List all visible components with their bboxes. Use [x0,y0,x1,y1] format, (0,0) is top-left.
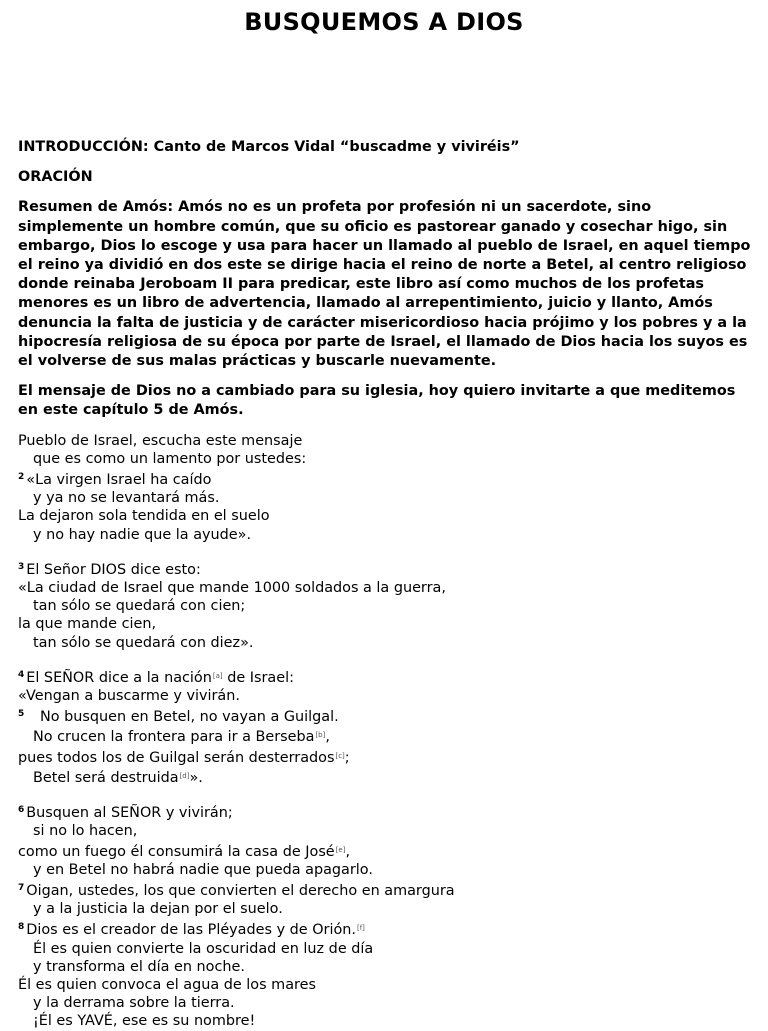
verse-line: «La ciudad de Israel que mande 1000 soldados a la guerra, [18,580,446,597]
verse-line [18,558,758,579]
verse-text: No busquen en Betel, no vayan a Guilgal. [26,709,339,726]
verse-text: , [325,729,330,746]
verse-line: ¡Él es YAVÉ, ese es su nombre! [33,1013,256,1030]
verse-line: que es como un lamento por ustedes: [33,450,307,467]
verse-text: Dios es el creador de las Pléyades y de Orión. [26,922,356,939]
verse-line: si no lo hacen, [33,823,138,840]
verse-text: ». [189,769,203,786]
verse-text: «La virgen Israel ha caído [26,472,212,489]
verse-line: y la derrama sobre la tierra. [33,995,235,1012]
footnote-link[interactable]: [e] [335,845,346,854]
verse-text: El Señor DIOS dice esto: [26,561,201,578]
verse-line [18,726,758,746]
verse-line [18,879,758,900]
mensaje-paragraph: El mensaje de Dios no a cambiado para su iglesia, hoy quiero invitarte a que meditemos en este capítulo 5 de Amós. [18,383,736,419]
verse-number: 8 [18,922,25,933]
verse-number: 4 [18,669,25,680]
verse-number: 7 [18,882,25,893]
verse-line [18,747,758,767]
verse-block-3 [18,666,758,787]
verse-number: 3 [18,561,25,572]
intro-paragraph: INTRODUCCIÓN: Canto de Marcos Vidal “buscadme y viviréis” [18,139,520,155]
verse-line: tan sólo se quedará con diez». [33,634,254,651]
verse-line [18,705,758,726]
verse-text: Busquen al SEÑOR y vivirán; [26,805,233,822]
verse-line [18,841,758,861]
oracion-heading: ORACIÓN [18,169,93,186]
verse-line: La dejaron sola tendida en el suelo [18,508,270,525]
resumen-paragraph: Resumen de Amós: Amós no es un profeta por profesión ni un sacerdote, sino simplemente un hombre común, que su oficio es pastorear ganado y cosechar higo, sin embargo, Dios lo escoge y usa para hacer un llamado al pueblo de Israel, en aquel tiempo el reino ya dividió en dos este se dirige hacia el reino de norte a Betel, al centro religioso donde reinaba Jeroboam II para predicar, este libro así como muchos de los profetas menores es un libro de advertencia, llamado al arrepentimiento, juicio y llanto, Amós denuncia la falta de justicia y de carácter misericordioso hacia prójimo y los pobres y a la hipocresía religiosa de su época por parte de Israel, el llamado de Dios hacia los suyos es el volverse de sus malas prácticas y buscarle nuevamente. [18,199,751,370]
verse-number: 5 [18,709,25,720]
verse-block-2 [18,558,758,652]
verse-line [18,468,758,489]
verse-text: , [345,843,351,860]
verse-block-1 [18,432,758,544]
verse-line [18,918,758,939]
footnote-link[interactable]: [b] [315,731,326,740]
verse-text: No crucen la frontera para ir a Berseba [33,729,315,746]
verse-number: 6 [18,805,25,816]
verse-line: tan sólo se quedará con cien; [33,598,246,615]
verse-block-4 [18,801,758,1030]
verse-text: de Israel: [222,669,294,686]
verse-line [18,666,758,687]
verse-text: El SEÑOR dice a la nación [26,669,212,686]
document-body [18,138,758,1031]
verse-line: «Vengan a buscarme y vivirán. [18,688,240,705]
verse-line: y a la justicia la dejan por el suelo. [33,901,283,918]
verse-number: 2 [18,472,25,483]
verse-line: Él es quien convierte la oscuridad en luz de día [33,940,374,957]
verse-line [18,767,758,787]
verse-line [18,801,758,822]
verse-text: ; [344,749,350,766]
verse-text: pues todos los de Guilgal serán desterrados [18,749,335,766]
verse-line: y en Betel no habrá nadie que pueda apagarlo. [33,861,373,878]
footnote-link[interactable]: [f] [356,924,365,933]
verse-line: la que mande cien, [18,616,157,633]
verse-line: y ya no se levantará más. [33,490,220,507]
verse-line: Él es quien convoca el agua de los mares [18,976,316,993]
footnote-link[interactable]: [d] [179,771,190,780]
footnote-link[interactable]: [a] [212,671,223,680]
footnote-link[interactable]: [c] [335,751,345,760]
verse-text: como un fuego él consumirá la casa de José [18,843,335,860]
verse-text: Oigan, ustedes, los que convierten el derecho en amargura [26,882,455,899]
verse-text: Betel será destruida [33,769,179,786]
verse-line: Pueblo de Israel, escucha este mensaje [18,432,303,449]
verse-line: y transforma el día en noche. [33,958,245,975]
document-title: BUSQUEMOS A DIOS [244,8,524,36]
verse-line: y no hay nadie que la ayude». [33,526,252,543]
